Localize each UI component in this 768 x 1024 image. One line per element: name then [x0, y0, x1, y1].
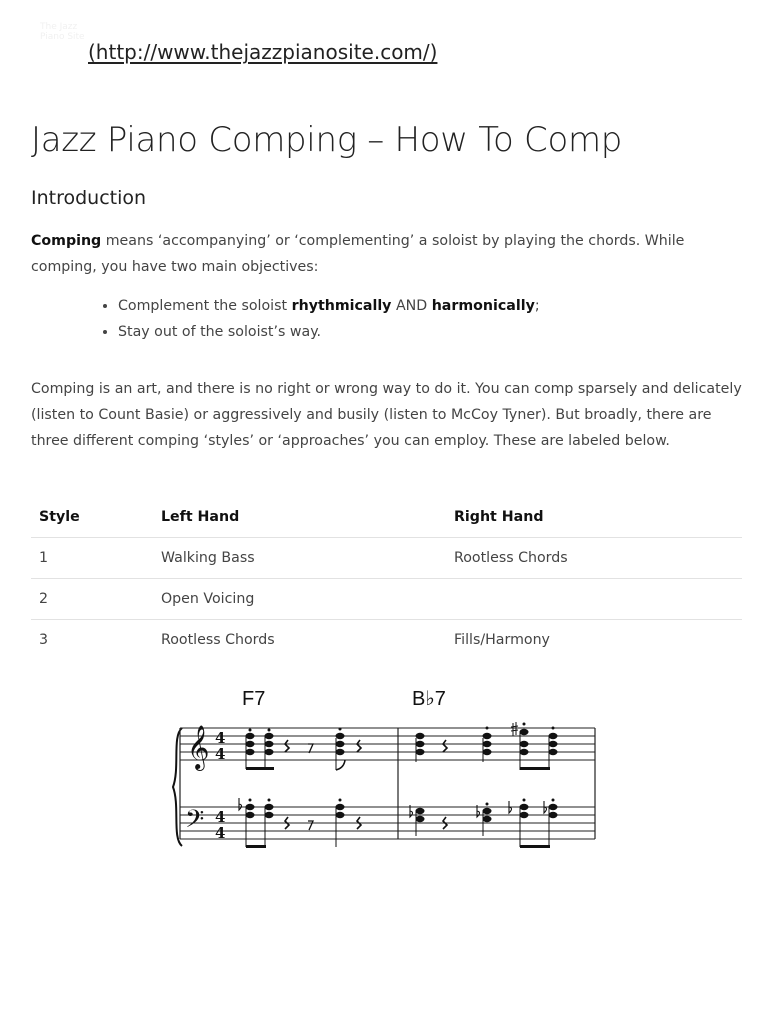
site-logo[interactable]: The Jazz Piano Site	[40, 22, 85, 42]
list-item	[118, 293, 768, 319]
column-header: Right Hand	[446, 496, 742, 538]
column-header: Style	[31, 496, 153, 538]
time-signature-bottom: 4	[215, 824, 226, 842]
grand-staff-brace	[173, 728, 182, 846]
time-signature-top: 4	[215, 808, 226, 826]
time-signature-bottom: 4	[215, 745, 226, 763]
chord-symbol-f7: F7	[242, 688, 266, 710]
time-signature-top: 4	[215, 729, 226, 747]
chord-symbol-bb7: B♭7	[412, 688, 446, 710]
table-cell: Open Voicing	[153, 579, 446, 620]
objective-bold: harmonically	[431, 298, 535, 314]
treble-chords	[246, 722, 558, 770]
table-cell: Rootless Chords	[446, 538, 742, 579]
styles-paragraph: Comping is an art, and there is no right or wrong way to do it. You can comp sparsely and delicately (listen to Count Basie) or aggressively and busily (listen to McCoy Tyner). But broadly, there are three different comping ‘styles’ or ‘approaches’ you can employ. These are labeled below.	[31, 381, 742, 449]
table-cell: 3	[39, 632, 49, 648]
music-score	[170, 680, 600, 850]
table-cell: 1	[31, 538, 153, 579]
intro-text: means ‘accompanying’ or ‘complementing’ a soloist by playing the chords. While comping, you have two main objectives:	[31, 233, 685, 275]
bass-clef: 𝄢	[185, 805, 205, 840]
objective-text: AND	[391, 298, 432, 314]
objective-bold: rhythmically	[291, 298, 392, 314]
table-cell: 2	[31, 579, 153, 620]
table-row	[31, 620, 742, 661]
objective-text: Complement the soloist	[118, 298, 292, 314]
objective-text: Stay out of the soloist’s way.	[118, 324, 322, 340]
objectives-list	[31, 293, 768, 345]
barlines	[180, 728, 595, 839]
table-row	[31, 538, 742, 579]
table-cell: Walking Bass	[153, 538, 446, 579]
comping-styles-table	[31, 496, 742, 660]
section-heading: Introduction	[31, 187, 147, 209]
bass-staff	[180, 807, 595, 839]
table-cell	[446, 579, 742, 620]
page-title: Jazz Piano Comping – How To Comp	[31, 120, 623, 160]
list-item	[118, 319, 768, 345]
treble-staff	[180, 728, 595, 760]
site-link[interactable]: (http://www.thejazzpianosite.com/)	[88, 40, 438, 64]
table-row	[31, 579, 742, 620]
intro-term: Comping	[31, 233, 102, 249]
column-header: Left Hand	[153, 496, 446, 538]
objective-text: ;	[534, 298, 540, 314]
intro-paragraph	[31, 228, 741, 280]
table-header-row	[31, 496, 742, 538]
treble-clef: 𝄞	[187, 725, 210, 769]
table-cell: Rootless Chords	[161, 632, 275, 648]
table-cell: Fills/Harmony	[454, 632, 550, 648]
